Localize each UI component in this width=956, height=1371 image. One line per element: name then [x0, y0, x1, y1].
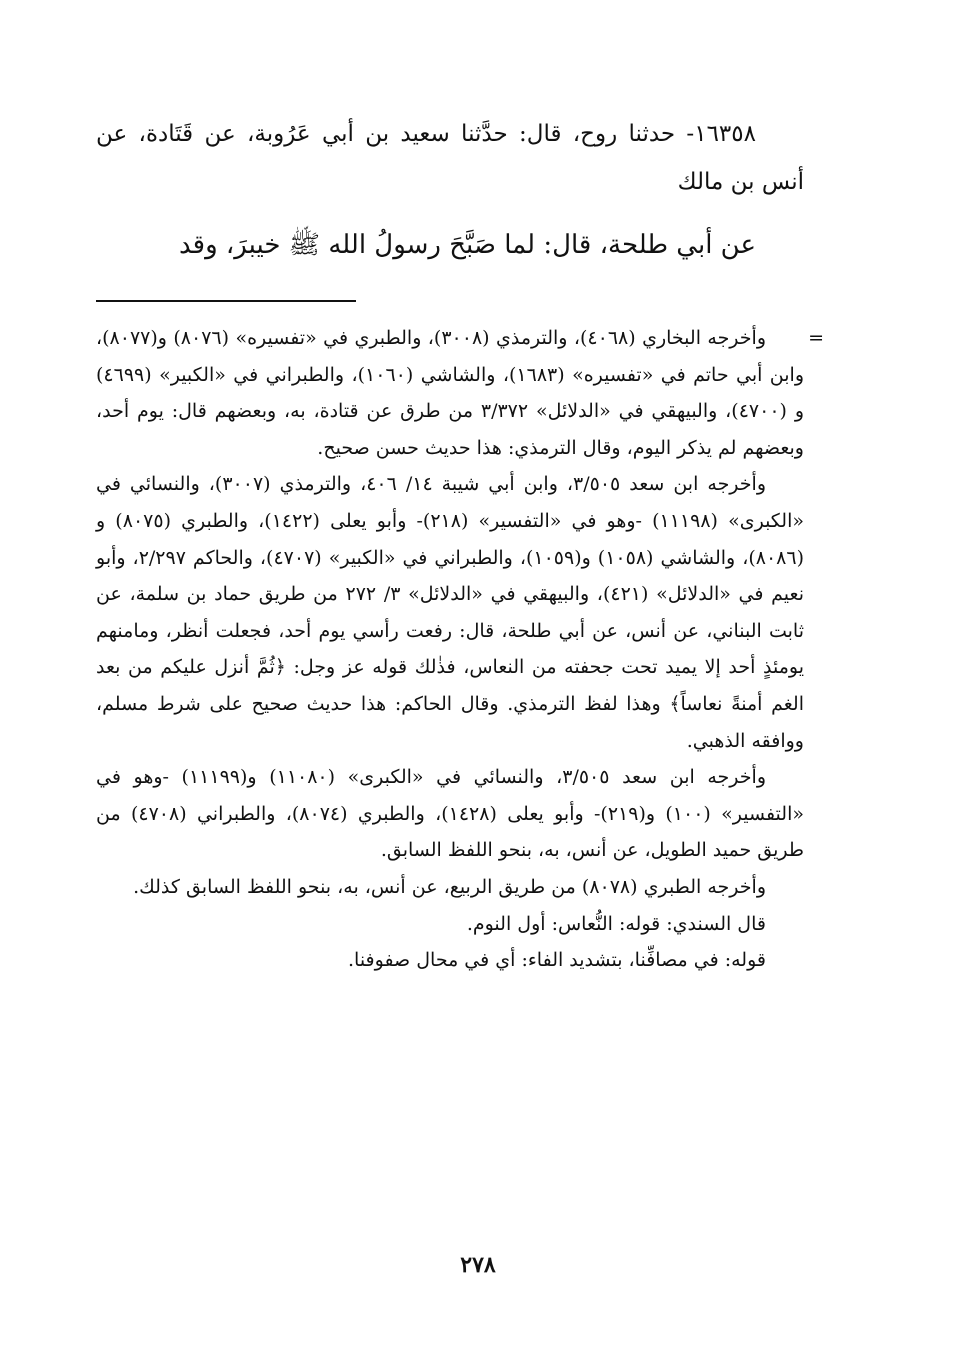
hadith-text: عن أبي طلحة، قال: لما صَبَّحَ رسولُ الله ﷺ خيبرَ، وقد: [179, 230, 756, 260]
footnote-paragraph-6: قوله: في مصافِّنا، بتشديد الفاء: أي في محال صفوفنا.: [347, 949, 766, 972]
footnote-paragraph-1-text: وأخرجه البخاري (٤٠٦٨)، والترمذي (٣٠٠٨)، والطبري في «تفسيره» (٨٠٧٦) و(٨٠٧٧)، وابن أبي حاتم في «تفسيره» (١٦٨٣)، والشاشي (١٠٦٠)، والطبراني في «الكبير» (٤٦٩٩) و (٤٧٠٠)، والبيهقي في «الدلائل» ٣/٣٧٢ من طرق عن قتادة، به، وبعضهم قال: يوم أحد، وبعضهم لم يذكر اليوم، وقال الترمذي: هذا حديث حسن صحيح.: [96, 327, 805, 459]
footnote-paragraph-3: وأخرجه ابن سعد ٣/٥٠٥، والنسائي في «الكبرى» (١١٠٨٠) و(١١١٩٩) -وهو في «التفسير» (١٠٠) و(٢١٩)- وأبو يعلى (١٤٢٨)، والطبري (٨٠٧٤)، والطبراني (٤٧٠٨) من طريق حميد الطويل، عن أنس، به، بنحو اللفظ السابق.: [96, 766, 804, 862]
footnote-paragraph-5: قال السندي: قوله: النُّعاس: أول النوم.: [466, 912, 766, 935]
footnote-paragraph-4: وأخرجه الطبري (٨٠٧٨) من طريق الربيع، عن أنس، به، بنحو اللفظ السابق كذلك.: [133, 875, 766, 898]
hadith-chain: ١٦٣٥٨- حدثنا روح، قال: حدَّثنا سعيد بن أبي عَرُوبة، عن قَتَادة، عن أنس بن مالك: [96, 121, 804, 195]
footnote-paragraph-2: وأخرجه ابن سعد ٣/٥٠٥، وابن أبي شيبة ١٤/ ٤٠٦، والترمذي (٣٠٠٧)، والنسائي في «الكبرى» (١١١٩٨) -وهو في «التفسير» (٢١٨)- وأبو يعلى (١٤٢٢)، والطبري (٨٠٧٥) و (٨٠٨٦)، والشاشي (١٠٥٨) و(١٠٥٩)، والطبراني في «الكبير» (٤٧٠٧)، والحاكم ٢/٢٩٧، وأبو نعيم في «الدلائل» (٤٢١)، والبيهقي في «الدلائل» ٣/ ٢٧٢ من طريق حماد بن سلمة، عن ثابت البناني، عن أنس، عن أبي طلحة، قال: رفعت رأسي يوم أحد، فجعلت أنظر، ومامنهم يومئذٍ أحد إلا يميد تحت جحفته من النعاس، فذٰلك قوله عز وجل: ﴿ثُمَّ أنزل عليكم من بعد الغم أمنةً نعاساً﴾ وهذا لفظ الترمذي. وقال الحاكم: هذا حديث صحيح على شرط مسلم، ووافقه الذهبي.: [96, 473, 804, 752]
page-body: [96, 110, 824, 979]
footnote-separator: [96, 300, 356, 302]
footnote-paragraph-1: [96, 320, 824, 466]
page-number: ٢٧٨: [460, 1252, 496, 1278]
continuation-mark: =: [808, 327, 824, 349]
